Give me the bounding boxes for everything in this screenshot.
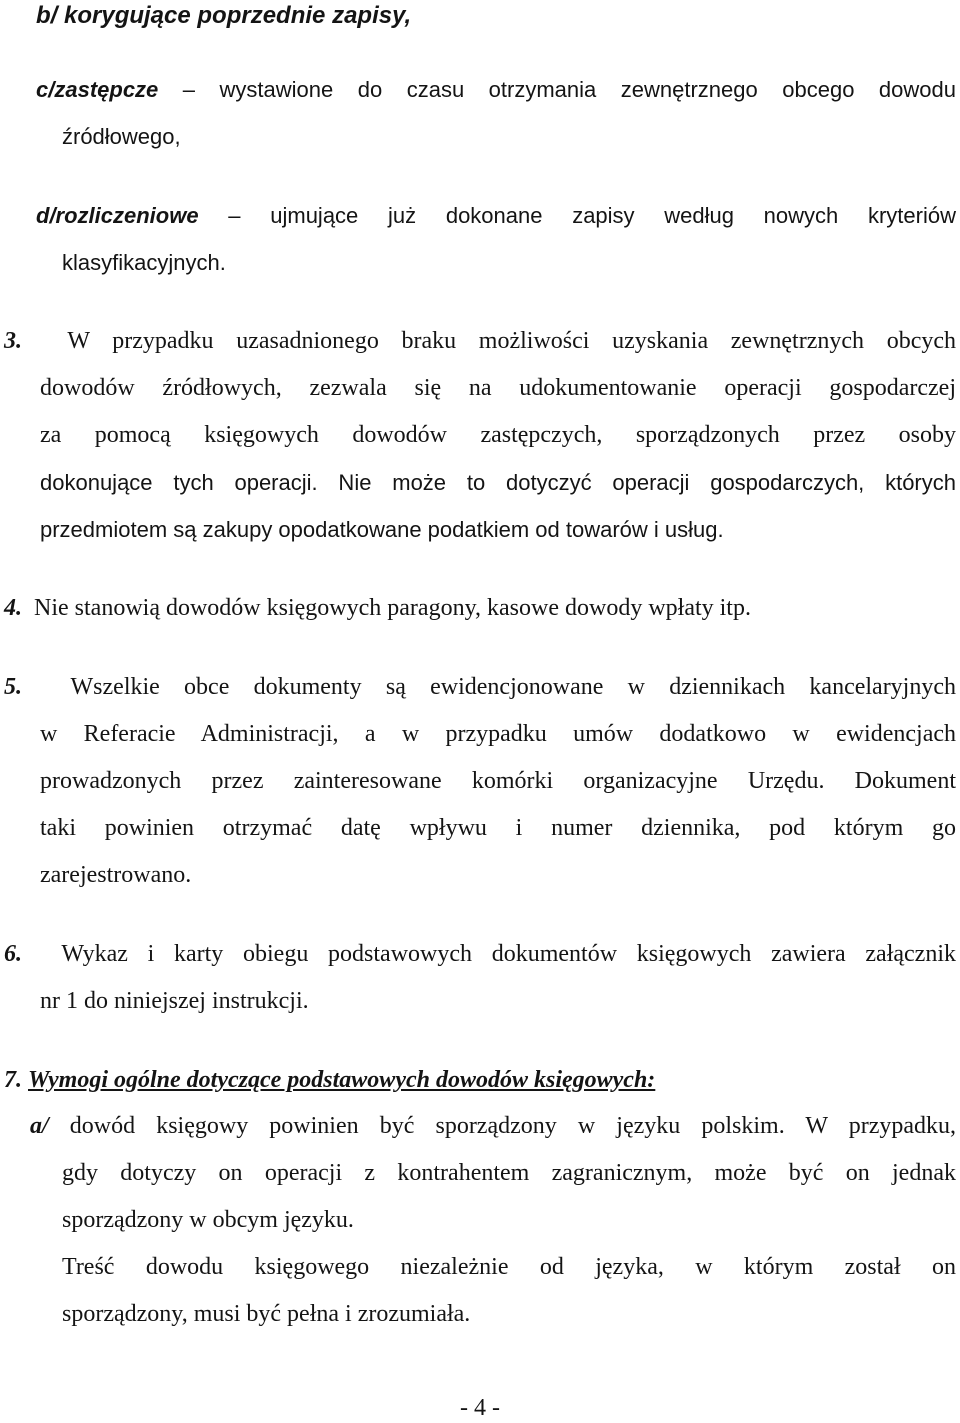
paragraph-6-first [4, 931, 956, 978]
paragraph-3-line3: za pomocą księgowych dowodów zastępczych, sporządzonych przez osoby [40, 422, 956, 448]
item-d-marker: d/rozliczeniowe [36, 203, 199, 228]
item-d-line1: d/rozliczeniowe – ujmujące już dokonane zapisy według nowych kryteriów [36, 203, 956, 228]
item-7a-body [62, 1150, 956, 1338]
paragraph-5-line1-text: Wszelkie obce dokumenty są ewidencjonowane w dziennikach kancelaryjnych [70, 674, 957, 700]
paragraph-5-first [4, 664, 956, 711]
paragraph-7-number: 7. [4, 1067, 22, 1093]
paragraph-6-body [40, 978, 956, 1025]
paragraph-3-first [4, 318, 956, 365]
item-c-cont [62, 113, 942, 160]
paragraph-3-body-b [40, 459, 956, 553]
page-number: - 4 - [460, 1395, 500, 1421]
paragraph-5-line1 [4, 664, 956, 711]
paragraph-6-line1 [4, 931, 956, 978]
paragraph-5-line4: taki powinien otrzymać datę wpływu i numer dziennika, pod którym go [40, 815, 956, 841]
item-7a-line2: gdy dotyczy on operacji z kontrahentem zagranicznym, może być on jednak [62, 1160, 956, 1186]
item-7a-line4: Treść dowodu księgowego niezależnie od języka, w którym został on [62, 1254, 956, 1280]
paragraph-4-number: 4. [4, 595, 22, 621]
item-b [36, 0, 916, 39]
item-d-line1-text: ujmujące już dokonane zapisy według nowych kryteriów [270, 203, 956, 228]
paragraph-5-body [40, 711, 956, 899]
item-7a-line1 [30, 1103, 956, 1150]
paragraph-5-number: 5. [4, 674, 22, 700]
paragraph-3-body [40, 365, 956, 459]
item-d-line2: klasyfikacyjnych. [62, 250, 226, 275]
item-c-line2: źródłowego, [62, 124, 181, 149]
item-d [36, 192, 956, 239]
paragraph-5-line3: prowadzonych przez zainteresowane komórki organizacyjne Urzędu. Dokument [40, 768, 956, 794]
paragraph-3-line2: dowodów źródłowych, zezwala się na udokumentowanie operacji gospodarczej [40, 375, 956, 401]
paragraph-3-line1-text: W przypadku uzasadnionego braku możliwości uzyskania zewnętrznych obcych [67, 328, 956, 354]
item-7a-line5: sporządzony, musi być pełna i zrozumiała. [62, 1301, 471, 1327]
paragraph-4-line [4, 585, 956, 632]
paragraph-6-number: 6. [4, 941, 22, 967]
paragraph-3-line1 [4, 318, 956, 365]
item-b-text: b/ korygujące poprzednie zapisy, [36, 2, 412, 29]
paragraph-5-line2: w Referacie Administracji, a w przypadku umów dodatkowo w ewidencjach [40, 721, 956, 747]
paragraph-3-line5: przedmiotem są zakupy opodatkowane podatkiem od towarów i usług. [40, 517, 724, 542]
paragraph-7-heading [4, 1057, 956, 1104]
paragraph-5-line5: zarejestrowano. [40, 862, 192, 888]
item-c-line1-text: wystawione do czasu otrzymania zewnętrznego obcego dowodu [219, 77, 956, 102]
paragraph-4-text: Nie stanowią dowodów księgowych paragony, kasowe dowody wpłaty itp. [34, 595, 751, 621]
paragraph-6-line1-text: Wykaz i karty obiegu podstawowych dokumentów księgowych zawiera załącznik [61, 941, 956, 967]
item-7a-line1-text: dowód księgowy powinien być sporządzony w języku polskim. W przypadku, [69, 1113, 956, 1139]
paragraph-3-line4: dokonujące tych operacji. Nie może to dotyczyć operacji gospodarczych, których [40, 470, 956, 495]
item-c [36, 66, 956, 113]
paragraph-3-number: 3. [4, 328, 22, 354]
paragraph-6-line2: nr 1 do niniejszej instrukcji. [40, 988, 309, 1014]
item-7a-first [30, 1103, 956, 1150]
item-d-cont [62, 239, 942, 286]
item-c-marker: c/zastępcze [36, 77, 159, 102]
item-7a-marker: a/ [30, 1113, 49, 1139]
paragraph-4 [4, 585, 956, 632]
paragraph-7-heading-line [4, 1057, 956, 1104]
item-7a-line3: sporządzony w obcym języku. [62, 1207, 354, 1233]
paragraph-7-heading-text: Wymogi ogólne dotyczące podstawowych dowodów księgowych: [28, 1067, 656, 1093]
item-c-line1: c/zastępcze – wystawione do czasu otrzymania zewnętrznego obcego dowodu [36, 77, 956, 102]
